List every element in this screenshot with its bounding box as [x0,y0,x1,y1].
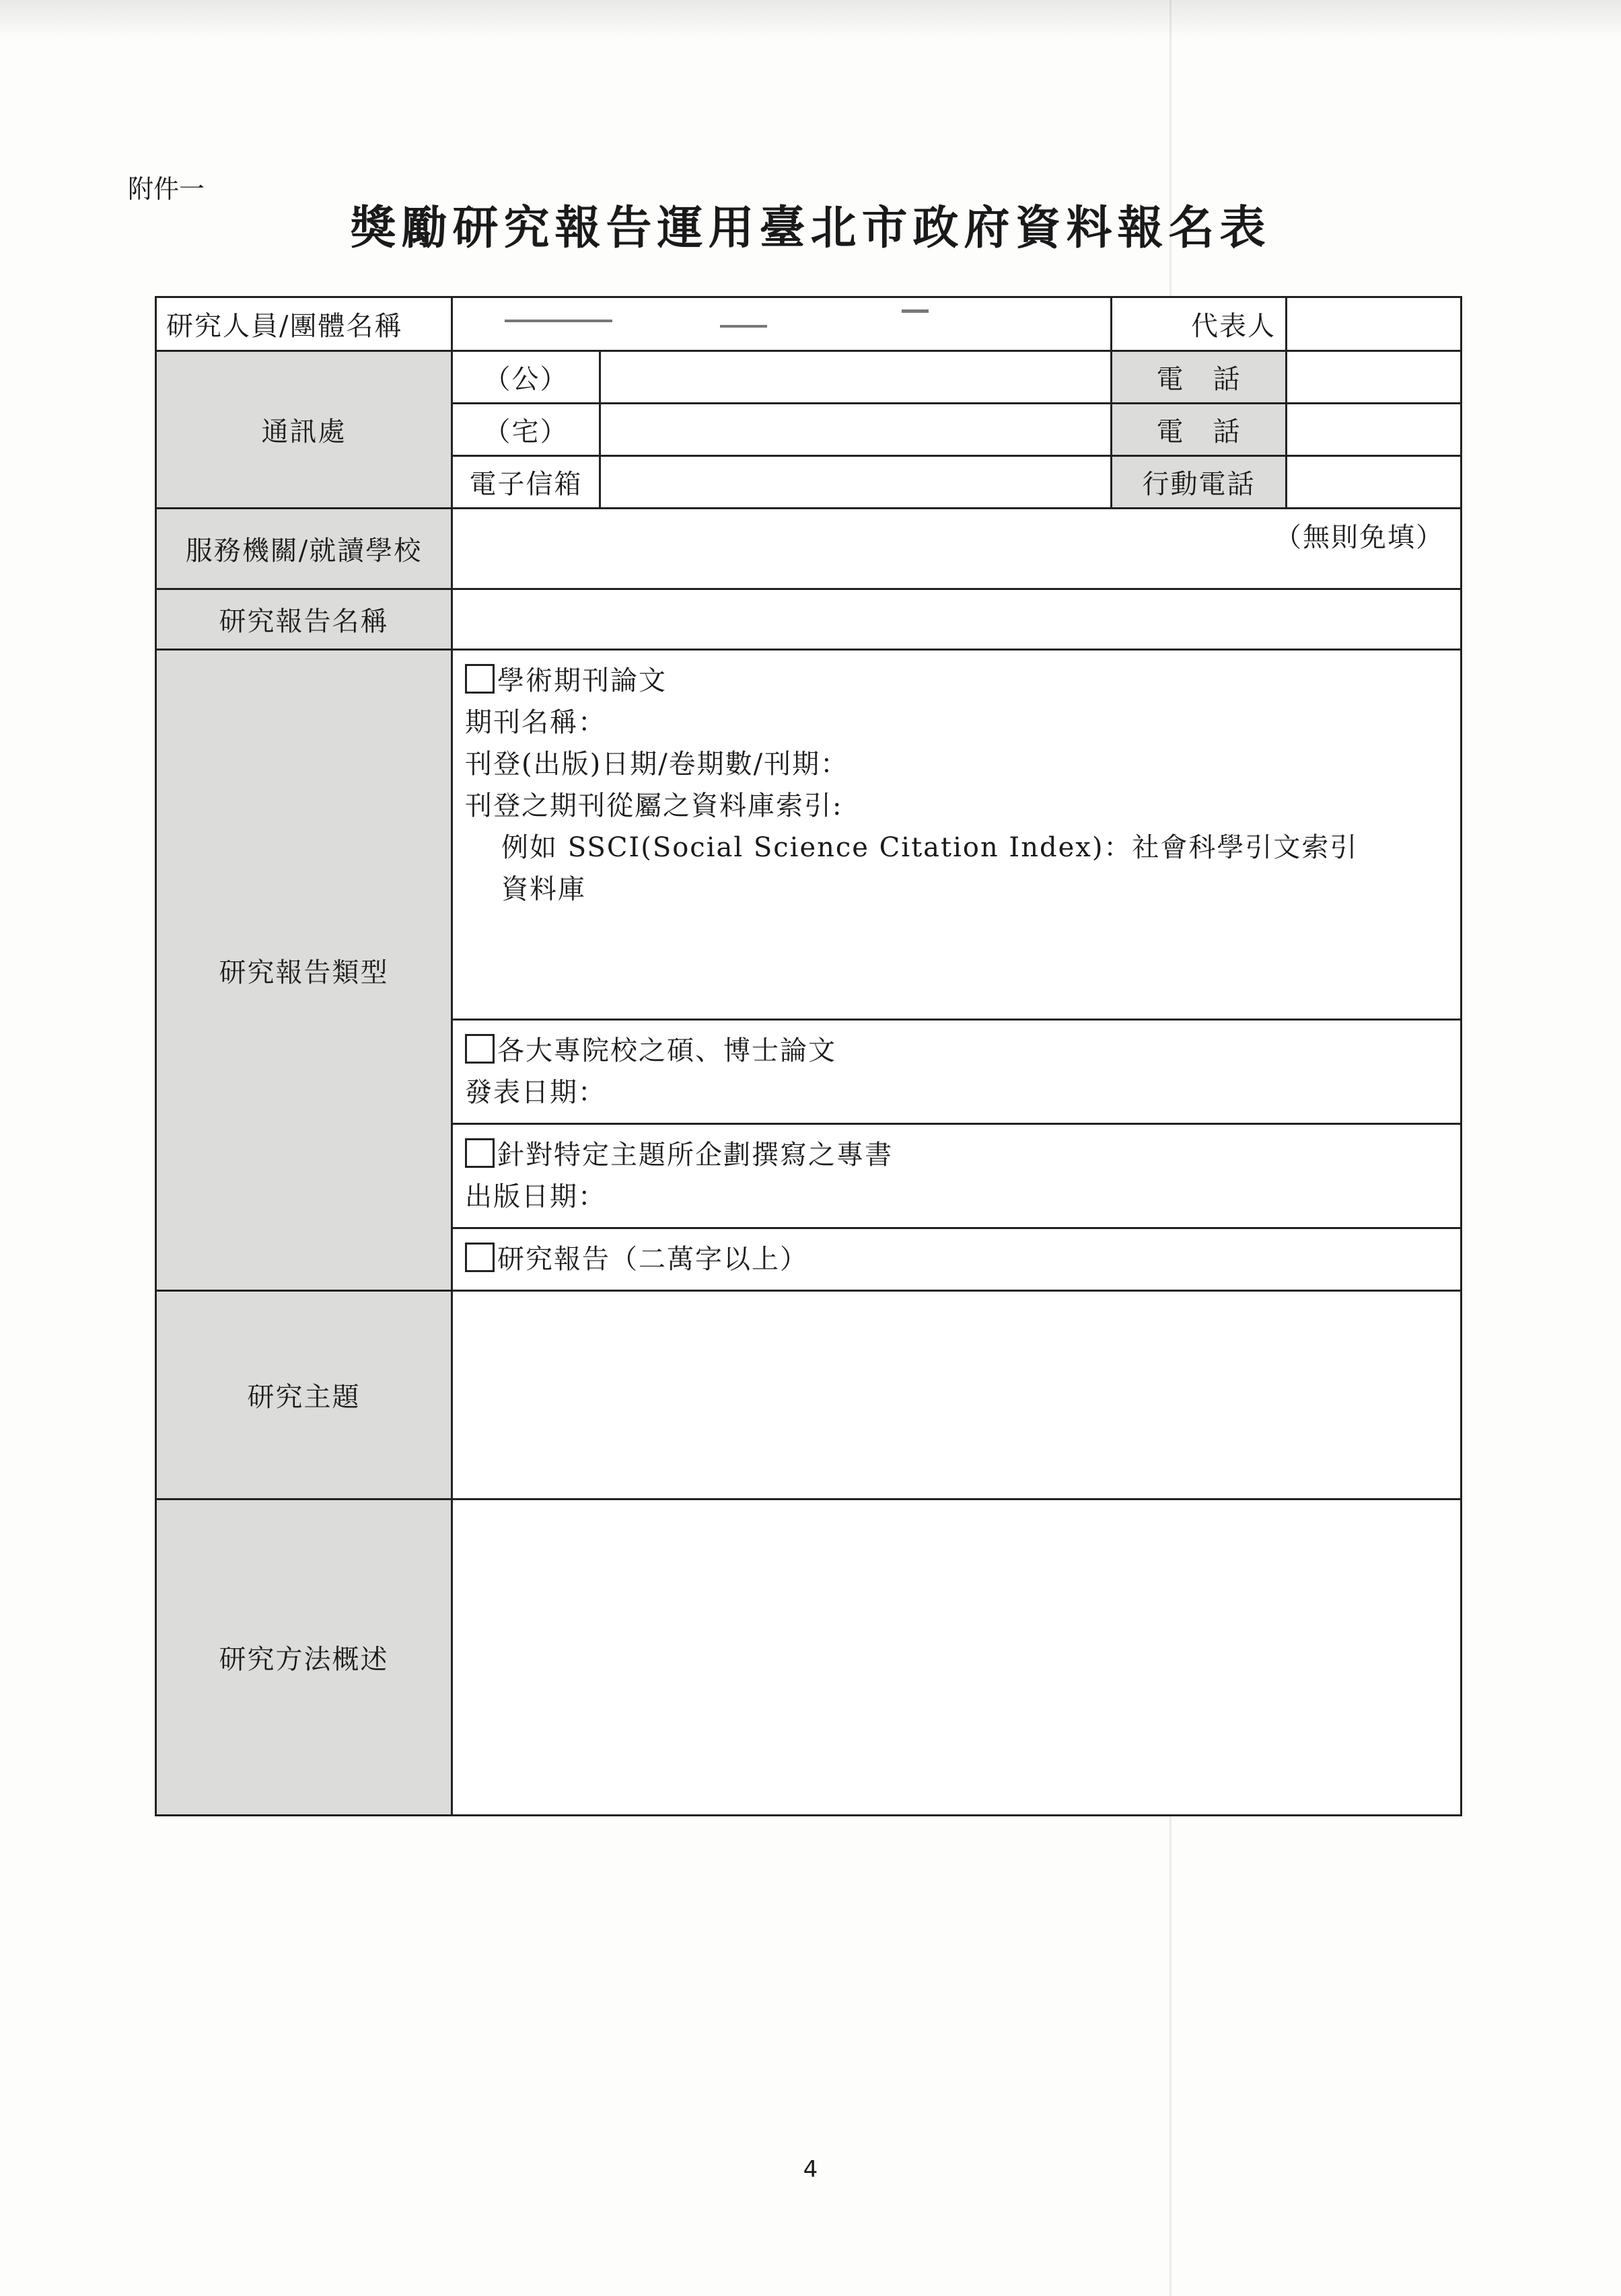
method-label: 研究方法概述 [156,1499,452,1816]
report-name-field[interactable] [452,589,1462,650]
contact-label: 通訊處 [156,351,452,509]
contact-office-row [156,351,1462,404]
topic-field[interactable] [452,1291,1462,1499]
organization-label: 服務機關/就讀學校 [156,509,452,589]
mobile-field[interactable] [1287,456,1462,509]
journal-option-cell [452,650,1462,1020]
attachment-label: 附件一 [128,174,205,204]
thesis-date-label: 發表日期： [465,1077,606,1108]
organization-row [156,509,1462,589]
topic-label: 研究主題 [156,1291,452,1499]
researcher-label: 研究人員/團體名稱 [156,297,452,351]
journal-option-label: 學術期刊論文 [497,665,667,696]
page-number: 4 [803,2156,818,2183]
mobile-label: 行動電話 [1112,456,1287,509]
report-type-label: 研究報告類型 [156,650,452,1291]
office-phone-label: 電 話 [1112,351,1287,404]
redaction-mark [902,309,929,313]
organization-note: （無則免填） [1274,522,1445,553]
report-option-label: 研究報告（二萬字以上） [497,1244,808,1275]
monograph-checkbox[interactable] [465,1138,495,1168]
method-row [156,1499,1462,1816]
report-type-journal-row [156,650,1462,1020]
report-checkbox[interactable] [465,1243,495,1272]
topic-row [156,1291,1462,1499]
scan-shadow [0,0,1621,40]
form-title: 獎勵研究報告運用臺北市政府資料報名表 [350,201,1271,255]
representative-field[interactable] [1287,297,1462,351]
method-field[interactable] [452,1499,1462,1816]
journal-example-text-2: 資料庫 [501,874,586,905]
monograph-option-cell [452,1124,1462,1228]
monograph-date-label: 出版日期： [465,1181,606,1212]
home-phone-field[interactable] [1287,404,1462,456]
office-phone-field[interactable] [1287,351,1462,404]
report-option-cell [452,1228,1462,1291]
journal-pub-date-label: 刊登(出版)日期/卷期數/刊期： [465,749,849,780]
organization-field[interactable] [452,509,1462,589]
journal-index-label: 刊登之期刊從屬之資料庫索引: [465,790,843,821]
office-label: （公） [452,351,600,404]
email-label: 電子信箱 [452,456,600,509]
redaction-mark [720,325,767,328]
representative-label: 代表人 [1112,297,1287,351]
home-phone-label: 電 話 [1112,404,1287,456]
monograph-option-label: 針對特定主題所企劃撰寫之專書 [497,1140,893,1171]
home-label: （宅） [452,404,600,456]
report-name-label: 研究報告名稱 [156,589,452,650]
journal-checkbox[interactable] [465,664,495,694]
email-field[interactable] [600,456,1112,509]
journal-example-text: 例如 SSCI(Social Science Citation Index)：社會科學引文索引 [501,832,1359,863]
registration-form-table [155,296,1462,1816]
journal-name-label: 期刊名稱： [465,707,606,738]
thesis-option-cell [452,1020,1462,1124]
thesis-checkbox[interactable] [465,1034,495,1064]
redaction-mark [505,320,612,322]
home-address-field[interactable] [600,404,1112,456]
thesis-option-label: 各大專院校之碩、博士論文 [497,1035,836,1066]
office-address-field[interactable] [600,351,1112,404]
redacted-name-marks [437,306,976,333]
report-name-row [156,589,1462,650]
